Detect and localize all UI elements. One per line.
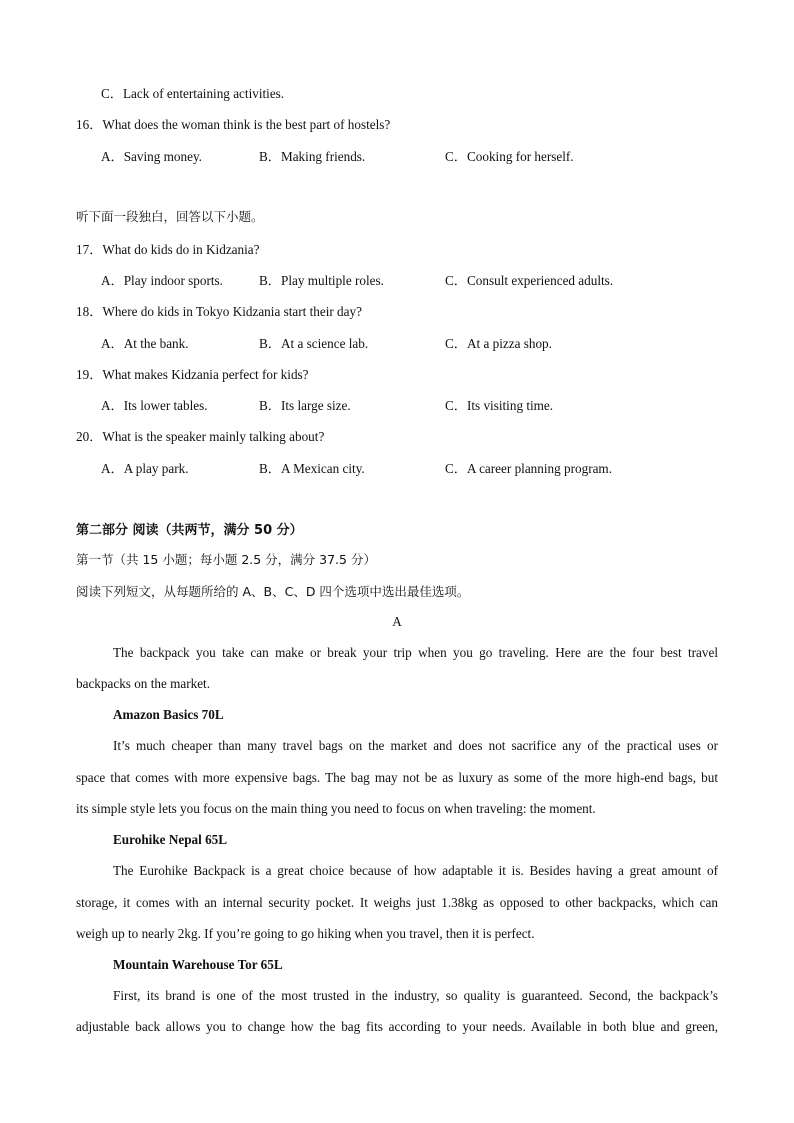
intro-line-2: backpacks on the market. [76, 676, 211, 691]
item1-line-1: It’s much cheaper than many travel bags on the market and does not sacrifice any of the practical uses or [113, 738, 718, 753]
q20-option-c: C．A career planning program. [445, 461, 612, 476]
q18-stem: 18．Where do kids in Tokyo Kidzania start their day? [76, 304, 362, 319]
q17-option-a: A．Play indoor sports. [101, 273, 223, 288]
q19-stem: 19．What makes Kidzania perfect for kids? [76, 367, 309, 382]
item3-line-1: First, its brand is one of the most trusted in the industry, so quality is guaranteed. Second, the backpack’s [113, 988, 718, 1003]
passage-label: A [392, 614, 402, 629]
q19-option-b: B．Its large size. [259, 398, 351, 413]
item3-title: Mountain Warehouse Tor 65L [113, 957, 283, 972]
q19-option-a: A．Its lower tables. [101, 398, 208, 413]
item2-line-3: weigh up to nearly 2kg. If you’re going to go hiking when you travel, then it is perfect. [76, 926, 535, 941]
q16-option-c: C．Cooking for herself. [445, 149, 574, 164]
section1-heading: 第一节（共 15 小题；每小题 2.5 分，满分 37.5 分） [76, 552, 376, 567]
item2-line-2: storage, it comes with an internal security pocket. It weighs just 1.38kg as opposed to other backpacks, which can [76, 895, 718, 910]
q20-option-a: A．A play park. [101, 461, 189, 476]
reading-instruction: 阅读下列短文，从每题所给的 A、B、C、D 四个选项中选出最佳选项。 [76, 584, 470, 599]
q18-option-a: A．At the bank. [101, 336, 189, 351]
item2-title: Eurohike Nepal 65L [113, 832, 228, 847]
q17-stem: 17．What do kids do in Kidzania? [76, 242, 260, 257]
item1-line-2: space that comes with more expensive bags. The bag may not be as luxury as some of the more high-end bags, but [76, 770, 718, 785]
q15-option-c: C．Lack of entertaining activities. [101, 86, 285, 101]
item2-line-1: The Eurohike Backpack is a great choice because of how adaptable it is. Besides having a great amount of [113, 863, 718, 878]
monologue-instruction: 听下面一段独白，回答以下小题。 [76, 209, 264, 224]
q16-option-b: B．Making friends. [259, 149, 366, 164]
q18-option-c: C．At a pizza shop. [445, 336, 552, 351]
q19-option-c: C．Its visiting time. [445, 398, 554, 413]
part2-heading: 第二部分 阅读（共两节，满分 50 分） [76, 523, 303, 538]
q20-option-b: B．A Mexican city. [259, 461, 365, 476]
item1-title: Amazon Basics 70L [113, 707, 224, 722]
q17-option-c: C．Consult experienced adults. [445, 273, 614, 288]
q16-option-a: A．Saving money. [101, 149, 202, 164]
q17-option-b: B．Play multiple roles. [259, 273, 384, 288]
q20-stem: 20．What is the speaker mainly talking about? [76, 429, 325, 444]
item1-line-3: its simple style lets you focus on the main thing you need to focus on when traveling: the moment. [76, 801, 596, 816]
item3-line-2: adjustable back allows you to change how the bag fits according to your needs. Available in both blue and green, [76, 1019, 718, 1034]
intro-line-1: The backpack you take can make or break your trip when you go traveling. Here are the four best travel [113, 645, 718, 660]
q18-option-b: B．At a science lab. [259, 336, 369, 351]
q16-stem: 16．What does the woman think is the best part of hostels? [76, 117, 391, 132]
